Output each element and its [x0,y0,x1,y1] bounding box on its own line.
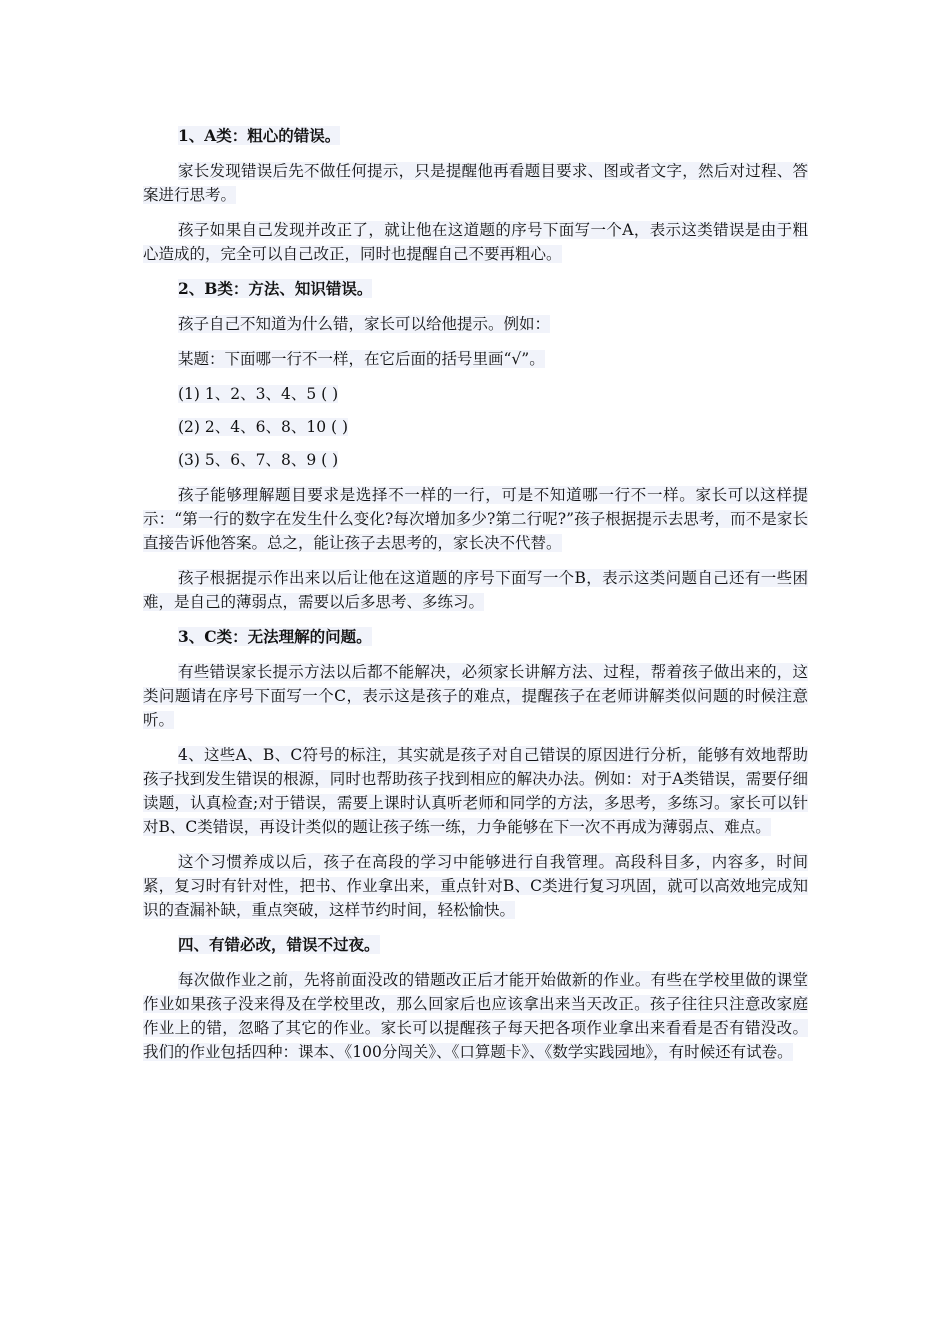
example-text: (2) 2、4、6、8、10 ( ) [178,418,349,436]
heading-text: 四、有错必改，错误不过夜。 [178,935,380,954]
paragraph-text: 孩子根据提示作出来以后让他在这道题的序号下面写一个B，表示这类问题自己还有一些困难，是自己的薄弱点，需要以后多思考、多练习。 [143,569,808,611]
paragraph-text: 每次做作业之前，先将前面没改的错题改正后才能开始做新的作业。有些在学校里做的课堂作业如果孩子没来得及在学校里改，那么回家后也应该拿出来当天改正。孩子往往只注意改家庭作业上的错，忽略了其它的作业。家长可以提醒孩子每天把各项作业拿出来看看是否有错没改。我们的作业包括四种：课本、《100分闯关》、《口算题卡》、《数学实践园地》，有时候还有试卷。 [143,971,808,1061]
paragraph [143,159,808,207]
section-heading-c [143,625,808,649]
heading-text: 1、A类：粗心的错误。 [178,126,341,145]
section-heading-a [143,124,808,148]
section-heading-b [143,277,808,301]
paragraph-text: 4、这些A、B、C符号的标注，其实就是孩子对自己错误的原因进行分析，能够有效地帮助孩子找到发生错误的根源，同时也帮助孩子找到相应的解决办法。例如：对于A类错误，需要仔细读题，认真检查;对于错误，需要上课时认真听老师和同学的方法，多思考，多练习。家长可以针对B、C类错误，再设计类似的题让孩子练一练，力争能够在下一次不再成为薄弱点、难点。 [143,746,808,836]
example-item [143,415,808,439]
paragraph-text: 某题：下面哪一行不一样，在它后面的括号里画“√”。 [178,350,545,368]
heading-text: 2、B类：方法、知识错误。 [178,279,373,298]
paragraph [143,312,808,336]
paragraph [143,566,808,614]
paragraph-text: 孩子自己不知道为什么错，家长可以给他提示。例如： [178,315,551,333]
paragraph-text: 这个习惯养成以后，孩子在高段的学习中能够进行自我管理。高段科目多，内容多，时间紧，复习时有针对性，把书、作业拿出来，重点针对B、C类进行复习巩固，就可以高效地完成知识的查漏补缺，重点突破，这样节约时间，轻松愉快。 [143,853,808,919]
paragraph [143,850,808,922]
section-heading-four [143,933,808,957]
example-item [143,382,808,406]
example-item [143,448,808,472]
paragraph [143,347,808,371]
example-text: (3) 5、6、7、8、9 ( ) [178,451,339,469]
document-body [143,124,808,1075]
paragraph-text: 家长发现错误后先不做任何提示，只是提醒他再看题目要求、图或者文字，然后对过程、答案进行思考。 [143,162,808,204]
paragraph [143,743,808,839]
paragraph [143,968,808,1064]
example-text: (1) 1、2、3、4、5 ( ) [178,385,339,403]
paragraph [143,483,808,555]
paragraph-text: 有些错误家长提示方法以后都不能解决，必须家长讲解方法、过程，帮着孩子做出来的，这类问题请在序号下面写一个C，表示这是孩子的难点，提醒孩子在老师讲解类似问题的时候注意听。 [143,663,808,729]
paragraph [143,660,808,732]
paragraph [143,218,808,266]
paragraph-text: 孩子能够理解题目要求是选择不一样的一行，可是不知道哪一行不一样。家长可以这样提示：“第一行的数字在发生什么变化?每次增加多少?第二行呢?”孩子根据提示去思考，而不是家长直接告诉他答案。总之，能让孩子去思考的，家长决不代替。 [143,486,808,552]
heading-text: 3、C类：无法理解的问题。 [178,627,372,646]
paragraph-text: 孩子如果自己发现并改正了，就让他在这道题的序号下面写一个A，表示这类错误是由于粗心造成的，完全可以自己改正，同时也提醒自己不要再粗心。 [143,221,808,263]
